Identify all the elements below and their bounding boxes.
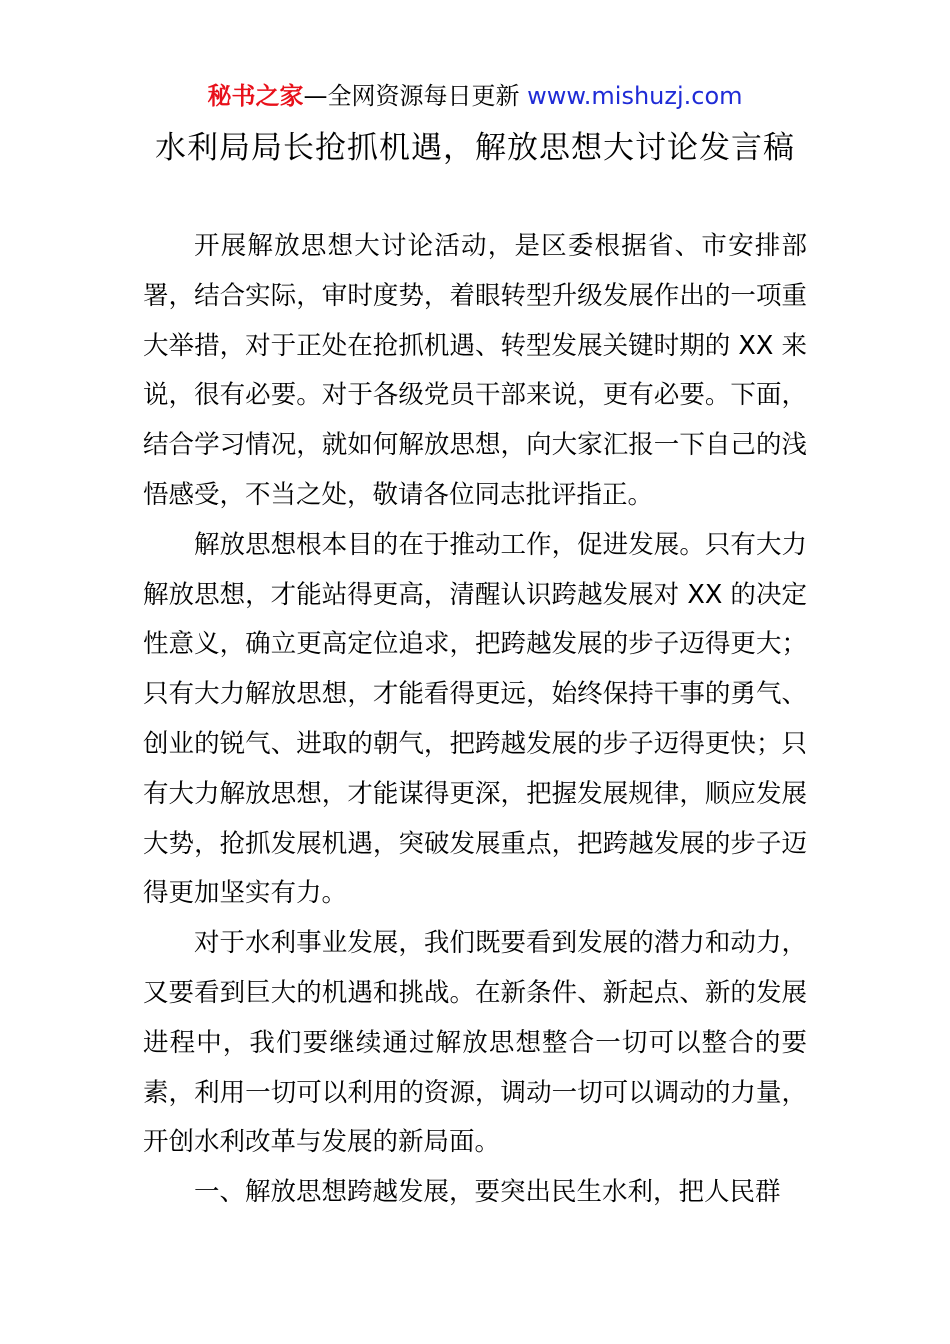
document-title: 水利局局长抢抓机遇，解放思想大讨论发言稿 <box>155 130 795 166</box>
document-body <box>143 222 807 1218</box>
paragraph-1: 开展解放思想大讨论活动，是区委根据省、市安排部署，结合实际，审时度势，着眼转型升级发展作出的一项重大举措，对于正处在抢抓机遇、转型发展关键时期的 XX 来说，很有必要。对于各级党员干部来说，更有必要。下面，结合学习情况，就如何解放思想，向大家汇报一下自己的浅悟感受，不当之处，敬请各位同志批评指正。 <box>143 231 807 510</box>
site-tagline: —全网资源每日更新 <box>303 82 528 110</box>
site-url-link[interactable]: www.mishuzj.com <box>527 82 743 110</box>
site-brand: 秘书之家 <box>207 82 304 110</box>
paragraph-2: 解放思想根本目的在于推动工作，促进发展。只有大力解放思想，才能站得更高，清醒认识跨越发展对 XX 的决定性意义，确立更高定位追求，把跨越发展的步子迈得更大；只有大力解放思想，才能看得更远，始终保持干事的勇气、创业的锐气、进取的朝气，把跨越发展的步子迈得更快；只有大力解放思想，才能谋得更深，把握发展规律，顺应发展大势，抢抓发展机遇，突破发展重点，把跨越发展的步子迈得更加坚实有力。 <box>143 529 807 909</box>
site-header <box>0 80 950 112</box>
paragraph-4: 一、解放思想跨越发展，要突出民生水利，把人民群 <box>194 1177 781 1208</box>
paragraph-3: 对于水利事业发展，我们既要看到发展的潜力和动力，又要看到巨大的机遇和挑战。在新条件、新起点、新的发展进程中，我们要继续通过解放思想整合一切可以整合的要素，利用一切可以利用的资源，调动一切可以调动的力量，开创水利改革与发展的新局面。 <box>143 928 807 1158</box>
